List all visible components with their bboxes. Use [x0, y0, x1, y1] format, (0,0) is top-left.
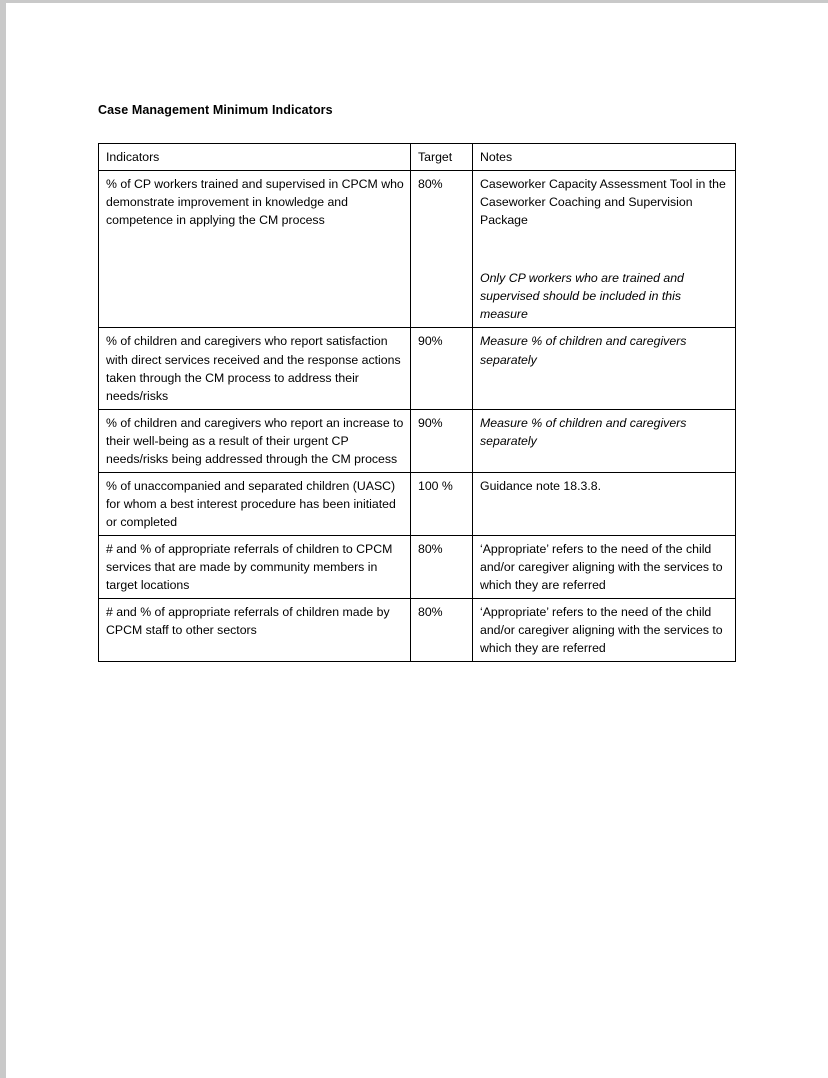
target-cell: 90%	[411, 409, 473, 472]
notes-text: Guidance note 18.3.8.	[480, 478, 602, 493]
indicator-cell: % of CP workers trained and supervised in CPCM who demonstrate improvement in knowledge and competence in applying the CM process	[99, 171, 411, 328]
column-header-notes: Notes	[473, 144, 736, 171]
notes-cell	[473, 536, 736, 599]
table-row	[99, 328, 736, 409]
table-row	[99, 409, 736, 472]
table-header-row	[99, 144, 736, 171]
indicator-cell: # and % of appropriate referrals of children made by CPCM staff to other sectors	[99, 599, 411, 662]
target-cell: 90%	[411, 328, 473, 409]
table-body	[99, 171, 736, 662]
minimum-indicators-table	[98, 143, 736, 662]
notes-text: Caseworker Capacity Assessment Tool in the Caseworker Coaching and Supervision Package	[480, 177, 726, 228]
notes-emphasis-text: Only CP workers who are trained and supervised should be included in this measure	[480, 271, 684, 322]
table-row	[99, 171, 736, 328]
table-row	[99, 472, 736, 535]
notes-text: ‘Appropriate’ refers to the need of the child and/or caregiver aligning with the services to which they are referred	[480, 542, 723, 593]
column-header-indicators: Indicators	[99, 144, 411, 171]
notes-cell	[473, 599, 736, 662]
notes-cell	[473, 171, 736, 328]
page-title: Case Management Minimum Indicators	[98, 103, 333, 117]
indicator-cell: % of children and caregivers who report an increase to their well-being as a result of their urgent CP needs/risks being addressed through the CM process	[99, 409, 411, 472]
indicator-cell: % of unaccompanied and separated children (UASC) for whom a best interest procedure has been initiated or completed	[99, 472, 411, 535]
notes-emphasis-text: Measure % of children and caregivers separately	[480, 415, 687, 448]
target-cell: 80%	[411, 599, 473, 662]
notes-emphasis-text: Measure % of children and caregivers separately	[480, 334, 687, 367]
notes-cell	[473, 328, 736, 409]
target-cell: 80%	[411, 536, 473, 599]
notes-cell	[473, 472, 736, 535]
table-row	[99, 599, 736, 662]
target-cell: 100 %	[411, 472, 473, 535]
notes-text: ‘Appropriate’ refers to the need of the child and/or caregiver aligning with the services to which they are referred	[480, 605, 723, 656]
column-header-target: Target	[411, 144, 473, 171]
table-header	[99, 144, 736, 171]
target-cell: 80%	[411, 171, 473, 328]
indicator-cell: # and % of appropriate referrals of children to CPCM services that are made by community members in target locations	[99, 536, 411, 599]
notes-cell	[473, 409, 736, 472]
table-row	[99, 536, 736, 599]
notes-spacer	[480, 229, 729, 269]
indicator-cell: % of children and caregivers who report satisfaction with direct services received and the response actions taken through the CM process to address their needs/risks	[99, 328, 411, 409]
